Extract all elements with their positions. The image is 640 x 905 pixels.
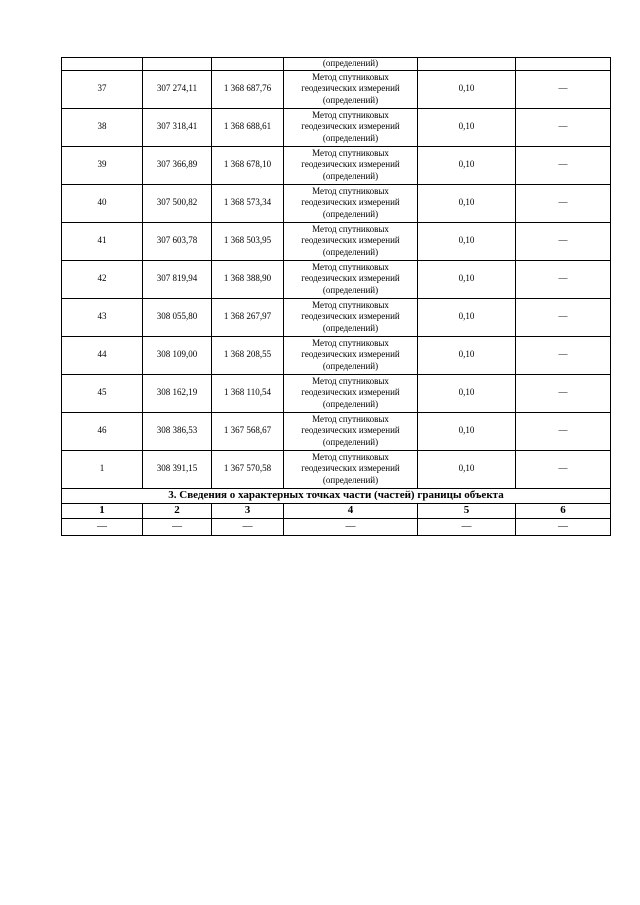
cell-y: 1 367 568,67 xyxy=(212,412,284,450)
method-line: Метод спутниковых xyxy=(312,451,389,462)
cell-num: 45 xyxy=(62,374,143,412)
boundary-points-table xyxy=(61,57,611,536)
cell-method xyxy=(284,222,418,260)
column-number: 2 xyxy=(143,503,212,518)
cell-desc: — xyxy=(516,146,611,184)
cell-accuracy: 0,10 xyxy=(418,184,516,222)
cell-y: 1 368 388,90 xyxy=(212,260,284,298)
cell-accuracy: 0,10 xyxy=(418,146,516,184)
cell-x: 308 162,19 xyxy=(143,374,212,412)
table-row xyxy=(62,450,611,488)
cell-num xyxy=(62,58,143,71)
cell-desc: — xyxy=(516,70,611,108)
table-row xyxy=(62,260,611,298)
cell-method xyxy=(284,412,418,450)
empty-cell: — xyxy=(212,518,284,535)
cell-method xyxy=(284,70,418,108)
cell-method xyxy=(284,108,418,146)
table-row xyxy=(62,298,611,336)
method-line: геодезических измерений xyxy=(301,311,400,322)
cell-num: 1 xyxy=(62,450,143,488)
cell-accuracy: 0,10 xyxy=(418,374,516,412)
cell-accuracy: 0,10 xyxy=(418,222,516,260)
method-line: (определений) xyxy=(322,474,379,485)
cell-method xyxy=(284,298,418,336)
cell-num: 46 xyxy=(62,412,143,450)
method-line: геодезических измерений xyxy=(301,197,400,208)
cell-num: 42 xyxy=(62,260,143,298)
cell-method xyxy=(284,336,418,374)
document-page xyxy=(61,57,610,536)
cell-x: 308 386,53 xyxy=(143,412,212,450)
cell-num: 41 xyxy=(62,222,143,260)
column-number: 3 xyxy=(212,503,284,518)
cell-x: 307 318,41 xyxy=(143,108,212,146)
method-line: геодезических измерений xyxy=(301,83,400,94)
cell-y: 1 368 573,34 xyxy=(212,184,284,222)
method-line: геодезических измерений xyxy=(301,425,400,436)
cell-x: 307 819,94 xyxy=(143,260,212,298)
cell-desc: — xyxy=(516,374,611,412)
table-row xyxy=(62,336,611,374)
cell-desc: — xyxy=(516,108,611,146)
cell-num: 43 xyxy=(62,298,143,336)
cell-accuracy: 0,10 xyxy=(418,298,516,336)
table-row xyxy=(62,518,611,535)
method-line: Метод спутниковых xyxy=(312,223,389,234)
cell-accuracy: 0,10 xyxy=(418,70,516,108)
column-number-row xyxy=(62,503,611,518)
method-line: Метод спутниковых xyxy=(312,375,389,386)
method-line: геодезических измерений xyxy=(301,349,400,360)
method-line: (определений) xyxy=(322,132,379,143)
cell-accuracy xyxy=(418,58,516,71)
method-line: Метод спутниковых xyxy=(312,109,389,120)
cell-y: 1 368 503,95 xyxy=(212,222,284,260)
method-line: Метод спутниковых xyxy=(312,185,389,196)
empty-cell: — xyxy=(516,518,611,535)
method-line: Метод спутниковых xyxy=(312,299,389,310)
method-line: (определений) xyxy=(322,398,379,409)
cell-method xyxy=(284,260,418,298)
cell-y: 1 368 678,10 xyxy=(212,146,284,184)
method-line: (определений) xyxy=(322,360,379,371)
column-number: 5 xyxy=(418,503,516,518)
cell-num: 44 xyxy=(62,336,143,374)
cell-desc: — xyxy=(516,260,611,298)
method-line: (определений) xyxy=(322,436,379,447)
table-row xyxy=(62,184,611,222)
cell-desc: — xyxy=(516,336,611,374)
table-row xyxy=(62,412,611,450)
cell-desc: — xyxy=(516,222,611,260)
empty-cell: — xyxy=(418,518,516,535)
cell-num: 40 xyxy=(62,184,143,222)
method-line: геодезических измерений xyxy=(301,235,400,246)
cell-accuracy: 0,10 xyxy=(418,260,516,298)
empty-cell: — xyxy=(284,518,418,535)
cell-num: 39 xyxy=(62,146,143,184)
method-line: (определений) xyxy=(322,170,379,181)
cell-x: 308 391,15 xyxy=(143,450,212,488)
cell-method xyxy=(284,146,418,184)
method-line: геодезических измерений xyxy=(301,159,400,170)
cell-x: 307 274,11 xyxy=(143,70,212,108)
cell-y: 1 367 570,58 xyxy=(212,450,284,488)
table-row xyxy=(62,108,611,146)
method-line: Метод спутниковых xyxy=(312,413,389,424)
column-number: 4 xyxy=(284,503,418,518)
cell-method: (определений) xyxy=(284,58,418,71)
column-number: 1 xyxy=(62,503,143,518)
method-line: геодезических измерений xyxy=(301,463,400,474)
method-line: (определений) xyxy=(322,94,379,105)
cell-x: 307 366,89 xyxy=(143,146,212,184)
table-row xyxy=(62,70,611,108)
cell-x xyxy=(143,58,212,71)
cell-y xyxy=(212,58,284,71)
method-line: геодезических измерений xyxy=(301,273,400,284)
cell-method xyxy=(284,374,418,412)
method-line: (определений) xyxy=(322,208,379,219)
table-row xyxy=(62,146,611,184)
section-title-row xyxy=(62,488,611,503)
cell-y: 1 368 267,97 xyxy=(212,298,284,336)
cell-x: 307 603,78 xyxy=(143,222,212,260)
table-row xyxy=(62,374,611,412)
cell-desc: — xyxy=(516,184,611,222)
cell-desc xyxy=(516,58,611,71)
cell-desc: — xyxy=(516,298,611,336)
cell-num: 38 xyxy=(62,108,143,146)
cell-accuracy: 0,10 xyxy=(418,450,516,488)
cell-x: 307 500,82 xyxy=(143,184,212,222)
cell-y: 1 368 208,55 xyxy=(212,336,284,374)
cell-desc: — xyxy=(516,412,611,450)
method-line: Метод спутниковых xyxy=(312,147,389,158)
method-line: Метод спутниковых xyxy=(312,337,389,348)
cell-y: 1 368 110,54 xyxy=(212,374,284,412)
cell-accuracy: 0,10 xyxy=(418,336,516,374)
cell-desc: — xyxy=(516,450,611,488)
cell-y: 1 368 687,76 xyxy=(212,70,284,108)
column-number: 6 xyxy=(516,503,611,518)
table-row xyxy=(62,222,611,260)
section-title: 3. Сведения о характерных точках части (частей) границы объекта xyxy=(62,488,611,503)
cell-method xyxy=(284,184,418,222)
method-line: Метод спутниковых xyxy=(312,261,389,272)
cell-num: 37 xyxy=(62,70,143,108)
cell-accuracy: 0,10 xyxy=(418,412,516,450)
method-line: (определений) xyxy=(322,322,379,333)
method-line: (определений) xyxy=(322,246,379,257)
empty-cell: — xyxy=(143,518,212,535)
method-line: Метод спутниковых xyxy=(312,71,389,82)
method-line: геодезических измерений xyxy=(301,121,400,132)
cell-method xyxy=(284,450,418,488)
cell-accuracy: 0,10 xyxy=(418,108,516,146)
method-line: (определений) xyxy=(322,284,379,295)
table-row xyxy=(62,58,611,71)
cell-x: 308 109,00 xyxy=(143,336,212,374)
cell-x: 308 055,80 xyxy=(143,298,212,336)
empty-cell: — xyxy=(62,518,143,535)
cell-y: 1 368 688,61 xyxy=(212,108,284,146)
method-line: геодезических измерений xyxy=(301,387,400,398)
